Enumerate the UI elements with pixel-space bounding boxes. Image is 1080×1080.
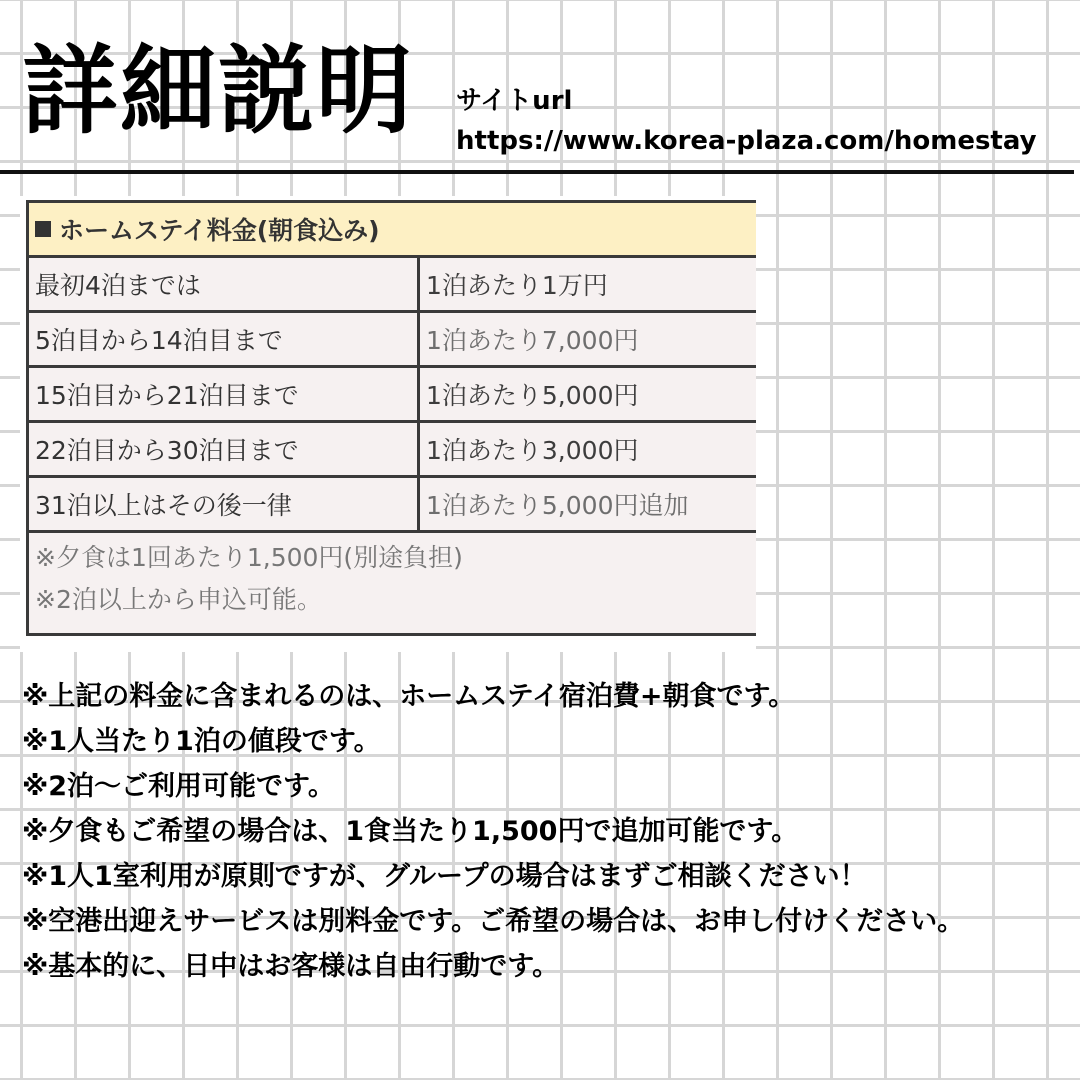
row-label: 最初4泊までは	[28, 257, 419, 312]
page-title: 詳細説明	[22, 35, 414, 147]
table-heading-row	[28, 202, 757, 257]
note-minimum-stay: ※2泊以上から申込可能。	[35, 585, 322, 614]
list-item: ※夕食もご希望の場合は、1食当たり1,500円で追加可能です。	[22, 816, 799, 847]
table-row	[28, 422, 757, 477]
list-item: ※空港出迎えサービスは別料金です。ご希望の場合は、お申し付けください。	[22, 906, 965, 937]
row-label: 5泊目から14泊目まで	[28, 312, 419, 367]
row-label: 31泊以上はその後一律	[28, 477, 419, 532]
table-heading	[28, 202, 757, 257]
row-label: 22泊目から30泊目まで	[28, 422, 419, 477]
row-label: 15泊目から21泊目まで	[28, 367, 419, 422]
row-value: 1泊あたり5,000円追加	[419, 477, 757, 532]
list-item: ※2泊〜ご利用可能です。	[22, 771, 335, 802]
notes-list	[22, 674, 1072, 989]
table-row	[28, 257, 757, 312]
list-item: ※1人1室利用が原則ですが、グループの場合はまずご相談ください！	[22, 861, 867, 892]
row-value: 1泊あたり1万円	[419, 257, 757, 312]
site-url-label: サイトurl	[456, 86, 573, 116]
table-notes	[28, 532, 757, 635]
site-url-link[interactable]: https://www.korea-plaza.com/homestay	[456, 126, 1037, 156]
header-divider	[0, 170, 1074, 174]
row-value: 1泊あたり7,000円	[419, 312, 757, 367]
table-row	[28, 312, 757, 367]
list-item: ※上記の料金に含まれるのは、ホームステイ宿泊費+朝食です。	[22, 681, 796, 712]
table-notes-row	[28, 532, 757, 635]
row-value: 1泊あたり3,000円	[419, 422, 757, 477]
header	[0, 0, 1080, 176]
row-value: 1泊あたり5,000円	[419, 367, 757, 422]
list-item: ※基本的に、日中はお客様は自由行動です。	[22, 951, 560, 982]
price-table	[26, 200, 756, 636]
square-bullet-icon	[35, 221, 51, 237]
table-row	[28, 367, 757, 422]
table-heading-text: ホームステイ料金(朝食込み)	[59, 216, 380, 245]
table-row	[28, 477, 757, 532]
list-item: ※1人当たり1泊の値段です。	[22, 726, 381, 757]
price-table-screenshot	[20, 196, 756, 652]
note-dinner: ※夕食は1回あたり1,500円(別途負担)	[35, 543, 463, 572]
